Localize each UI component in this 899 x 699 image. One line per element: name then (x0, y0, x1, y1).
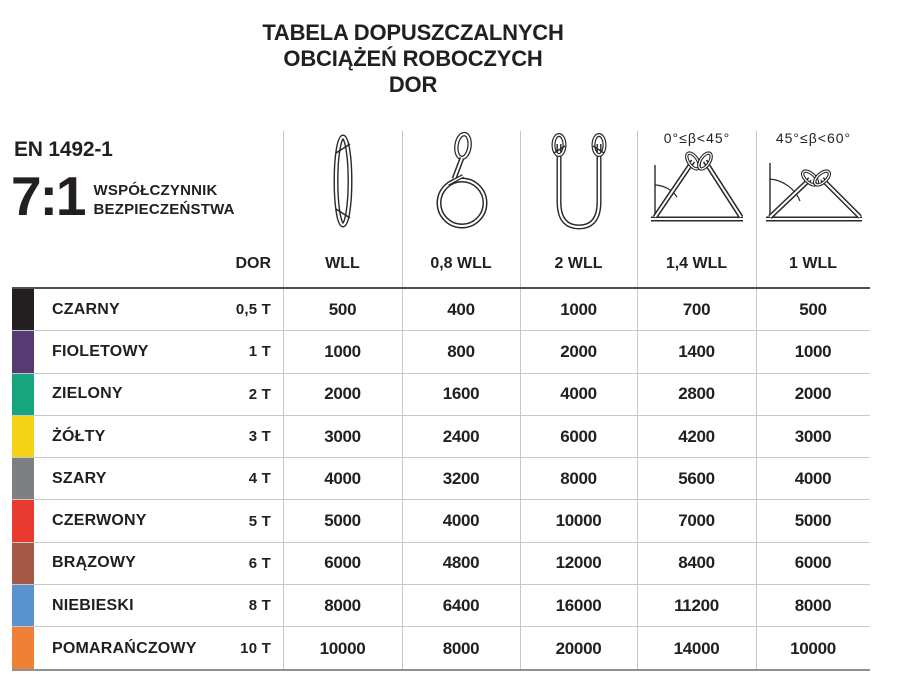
wll-value: 1000 (324, 341, 361, 361)
safety-factor-label: WSPÓŁCZYNNIK BEZPIECZEŃSTWA (93, 182, 235, 218)
standard-norm: EN 1492-1 (14, 138, 113, 161)
dor-value: 4 T (248, 470, 271, 488)
wll2-value: 4000 (560, 384, 597, 404)
color-swatch-orange (12, 627, 34, 669)
page-title-line1: TABELA DOPUSZCZALNYCH (262, 20, 564, 45)
color-name: FIOLETOWY (52, 342, 149, 360)
table-row-czerwony (12, 500, 870, 542)
table-row-niebieski (12, 585, 870, 627)
color-swatch-gray (12, 458, 34, 499)
safety-factor-ratio: 7:1 (11, 165, 85, 227)
dor-value: 10 T (240, 640, 271, 658)
table-row-zielony (12, 374, 870, 416)
color-name: CZERWONY (52, 512, 147, 530)
table-row-brazowy (12, 543, 870, 585)
table-row-fioletowy (12, 331, 870, 373)
dor-value: 6 T (248, 554, 271, 572)
wll2-value: 12000 (555, 553, 602, 573)
wll14-value: 2800 (678, 384, 715, 404)
angle-range-label: 0°≤β<45° (663, 130, 731, 146)
wll14-value: 11200 (674, 595, 719, 615)
wll-value: 2000 (324, 384, 361, 404)
wll1-value: 3000 (794, 426, 832, 446)
basket-hitch-icon (521, 128, 637, 234)
wll1-value: 8000 (794, 595, 832, 615)
color-swatch-green (12, 374, 34, 415)
wll-value: 8000 (324, 595, 361, 615)
wll1-value: 5000 (794, 511, 832, 531)
wll-value: 5000 (324, 511, 361, 531)
table-row-szary (12, 458, 870, 500)
wll-value: 3000 (324, 426, 361, 446)
wll14-value: 1400 (678, 341, 715, 361)
wll-value: 500 (328, 299, 357, 319)
color-name: NIEBIESKI (52, 596, 134, 614)
wll08-value: 4000 (442, 511, 480, 531)
wll1-value: 2000 (794, 384, 832, 404)
column-header-wll: WLL (325, 254, 360, 272)
color-swatch-black (12, 289, 34, 330)
wll2-value: 2000 (560, 341, 597, 361)
dor-value: 5 T (248, 512, 271, 530)
wll1-value: 4000 (794, 468, 832, 488)
color-swatch-brown (12, 543, 34, 584)
wll14-value: 4200 (678, 426, 715, 446)
wll-value: 10000 (319, 638, 366, 658)
wll2-value: 8000 (560, 468, 597, 488)
color-name: ZIELONY (52, 385, 123, 403)
two-leg-angle-60-icon (757, 130, 870, 234)
wll2-value: 16000 (555, 595, 602, 615)
color-swatch-violet (12, 331, 34, 372)
wll14-value: 7000 (678, 511, 715, 531)
choke-hitch-icon (403, 128, 520, 234)
wll14-value: 8400 (678, 553, 715, 573)
table-header-row (0, 240, 899, 287)
table-row-zolty (12, 416, 870, 458)
dor-value: 2 T (248, 385, 271, 403)
wll08-value: 6400 (442, 595, 480, 615)
page-title-line2: OBCIĄŻEŃ ROBOCZYCH DOR (283, 46, 543, 97)
column-header-2wll: 2 WLL (554, 254, 603, 272)
load-table-body (12, 289, 870, 670)
wll-value: 6000 (324, 553, 361, 573)
wll1-value: 500 (799, 299, 827, 319)
color-swatch-yellow (12, 416, 34, 457)
wll2-value: 6000 (560, 426, 597, 446)
wll08-value: 8000 (442, 638, 480, 658)
table-row-pomaranczowy (12, 627, 870, 669)
color-name: SZARY (52, 469, 107, 487)
two-leg-angle-45-icon (638, 130, 756, 234)
wll1-value: 1000 (794, 341, 832, 361)
wll14-value: 5600 (678, 468, 715, 488)
wll14-value: 14000 (673, 638, 720, 658)
wll08-value: 4800 (442, 553, 480, 573)
dor-value: 8 T (248, 597, 271, 615)
wll08-value: 400 (447, 299, 475, 319)
table-row-czarny (12, 289, 870, 331)
column-header-14wll: 1,4 WLL (665, 254, 728, 272)
wll14-value: 700 (682, 299, 711, 319)
wll2-value: 20000 (555, 638, 602, 658)
wll2-value: 10000 (555, 511, 602, 531)
color-name: POMARAŃCZOWY (52, 639, 197, 657)
color-name: CZARNY (52, 300, 120, 318)
color-swatch-blue (12, 585, 34, 626)
wll1-value: 6000 (794, 553, 832, 573)
safety-factor-block (11, 165, 235, 227)
wll-value: 4000 (324, 468, 361, 488)
color-name: ŻÓŁTY (52, 427, 106, 445)
straight-sling-icon (284, 128, 402, 234)
wll08-value: 1600 (442, 384, 480, 404)
wll08-value: 2400 (442, 426, 480, 446)
column-header-dor: DOR (235, 254, 271, 272)
dor-value: 1 T (248, 343, 271, 361)
dor-value: 3 T (248, 428, 271, 446)
column-header-08wll: 0,8 WLL (430, 254, 492, 272)
wll08-value: 800 (447, 341, 475, 361)
page-title (258, 20, 568, 98)
color-name: BRĄZOWY (52, 554, 137, 572)
wll1-value: 10000 (790, 638, 836, 658)
angle-range-label: 45°≤β<60° (775, 130, 852, 146)
dor-value: 0,5 T (235, 301, 271, 319)
color-swatch-red (12, 500, 34, 541)
column-header-1wll: 1 WLL (789, 254, 837, 272)
wll08-value: 3200 (442, 468, 480, 488)
wll2-value: 1000 (560, 299, 597, 319)
table-bottom-line (12, 669, 870, 671)
